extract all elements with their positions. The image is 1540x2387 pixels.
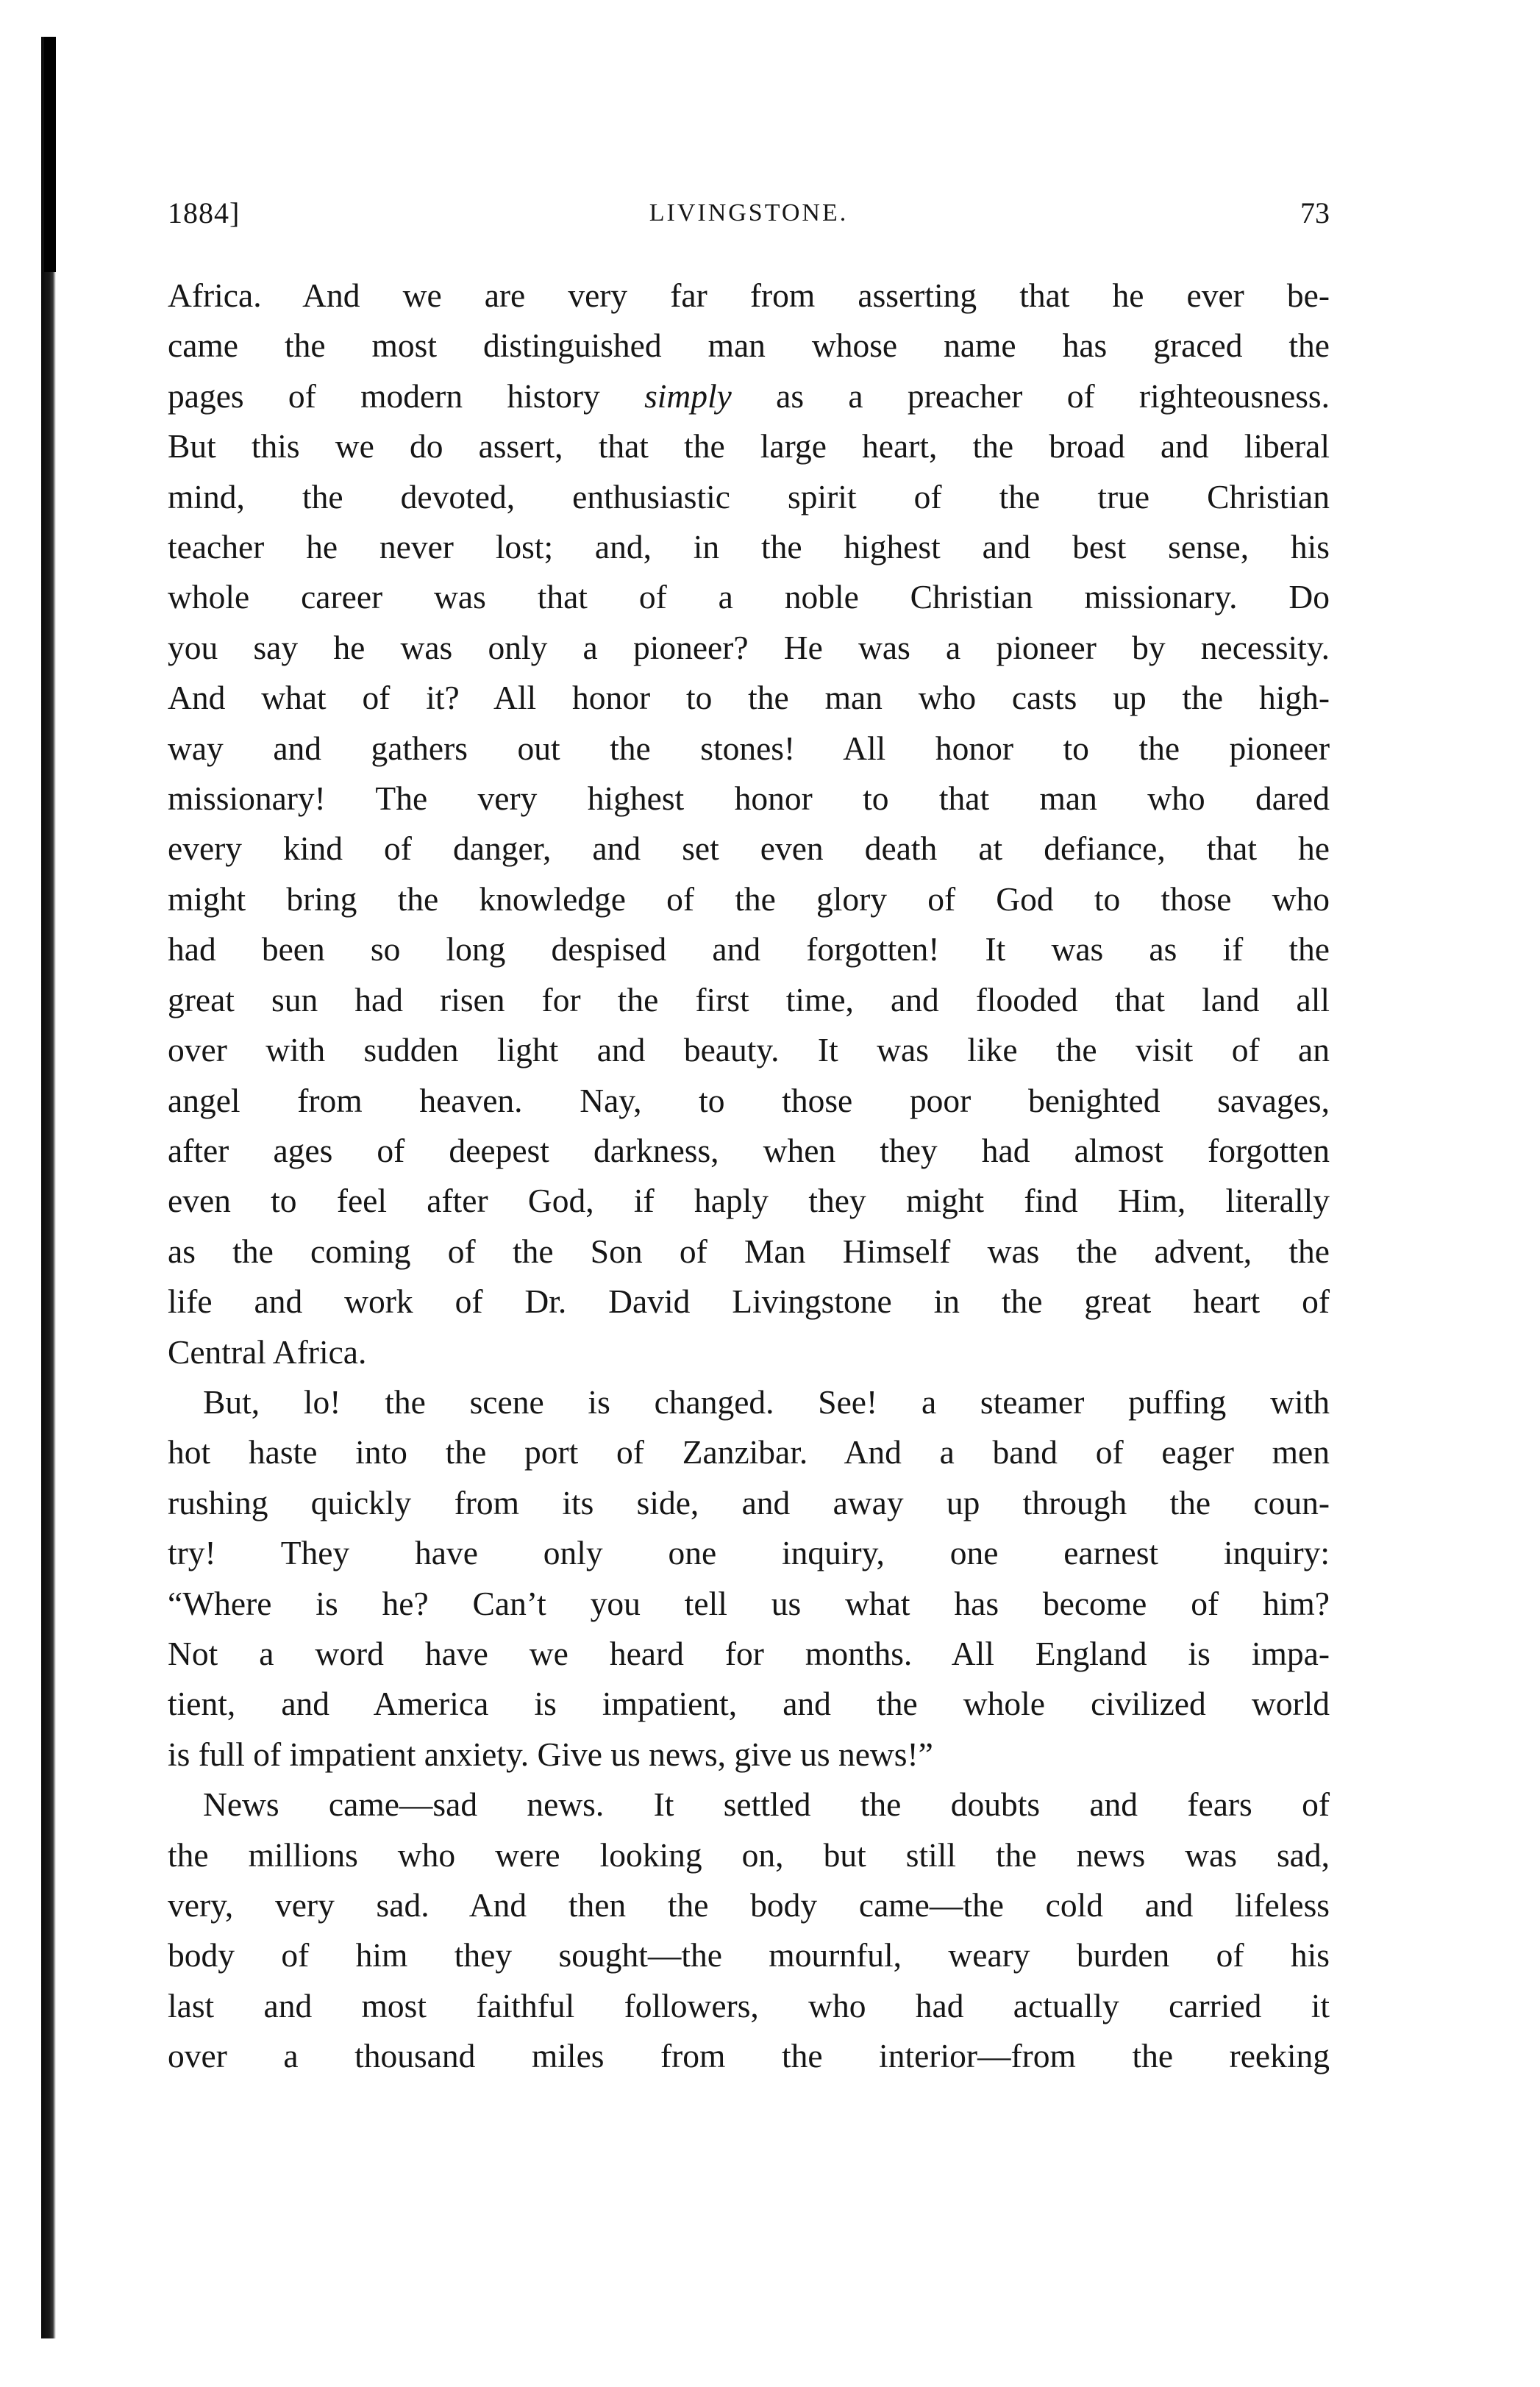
text-line: came the most distinguished man whose name has graced the: [168, 327, 1330, 365]
text-line: as the coming of the Son of Man Himself was the advent, the: [168, 1232, 1330, 1270]
text-line: “Where is he? Can’t you tell us what has become of him?: [168, 1584, 1330, 1622]
text-line: the millions who were looking on, but still the news was sad,: [168, 1835, 1330, 1874]
text-line: over with sudden light and beauty. It was like the visit of an: [168, 1031, 1330, 1069]
text-line: mind, the devoted, enthusiastic spirit of the true Christian: [168, 477, 1330, 515]
book-page: [168, 190, 1330, 2082]
text-line: And what of it? All honor to the man who casts up the high-: [168, 679, 1330, 717]
paragraph-1: [168, 271, 1330, 1377]
text-line: you say he was only a pioneer? He was a pioneer by necessity.: [168, 628, 1330, 666]
text-line: Not a word have we heard for months. All England is impa-: [168, 1634, 1330, 1672]
text-line: missionary! The very highest honor to that man who dared: [168, 779, 1330, 818]
text-line: pages of modern history simply as a preacher of righteousness.: [168, 377, 1330, 415]
running-head-year: 1884]: [168, 196, 240, 229]
text-line: even to feel after God, if haply they might find Him, literally: [168, 1182, 1330, 1220]
text-line: whole career was that of a noble Christian missionary. Do: [168, 578, 1330, 616]
running-head-title: LIVINGSTONE.: [649, 199, 849, 226]
text-line: might bring the knowledge of the glory of God to those who: [168, 879, 1330, 918]
text-line: over a thousand miles from the interior—from the reeking: [168, 2037, 1330, 2075]
text-line: But, lo! the scene is changed. See! a steamer puffing with: [203, 1382, 1330, 1421]
text-line: angel from heaven. Nay, to those poor benighted savages,: [168, 1081, 1330, 1119]
text-line: after ages of deepest darkness, when they had almost forgotten: [168, 1131, 1330, 1169]
text-line: Africa. And we are very far from asserting that he ever be-: [168, 276, 1330, 314]
text-line: last and most faithful followers, who had actually carried it: [168, 1986, 1330, 2024]
scan-binding-edge: [41, 37, 56, 2338]
italic-word: simply: [644, 377, 732, 415]
text-line: great sun had risen for the first time, and flooded that land all: [168, 980, 1330, 1018]
text-line: teacher he never lost; and, in the highest and best sense, his: [168, 528, 1330, 566]
text-line: life and work of Dr. David Livingstone in the great heart of: [168, 1282, 1330, 1321]
page-number: 73: [1300, 196, 1330, 229]
body-text: [168, 271, 1330, 2082]
running-head: [168, 190, 1330, 237]
text-line: every kind of danger, and set even death at defiance, that he: [168, 829, 1330, 868]
text-line: News came—sad news. It settled the doubts and fears of: [203, 1785, 1330, 1824]
text-line: very, very sad. And then the body came—the cold and lifeless: [168, 1886, 1330, 1924]
text-line: try! They have only one inquiry, one earnest inquiry:: [168, 1534, 1330, 1572]
paragraph-2: [168, 1377, 1330, 1780]
text-line: Central Africa.: [168, 1332, 367, 1371]
text-line: tient, and America is impatient, and the whole civilized world: [168, 1685, 1330, 1723]
text-line: hot haste into the port of Zanzibar. And a band of eager men: [168, 1433, 1330, 1471]
text-line: way and gathers out the stones! All honor to the pioneer: [168, 729, 1330, 767]
text-line: body of him they sought—the mournful, weary burden of his: [168, 1936, 1330, 1974]
text-line: is full of impatient anxiety. Give us news, give us news!”: [168, 1735, 933, 1773]
scan-binding-edge-top: [44, 37, 56, 272]
text-line: had been so long despised and forgotten! It was as if the: [168, 930, 1330, 968]
text-line: But this we do assert, that the large heart, the broad and liberal: [168, 427, 1330, 465]
text-line: rushing quickly from its side, and away up through the coun-: [168, 1483, 1330, 1521]
paragraph-3: [168, 1780, 1330, 2081]
